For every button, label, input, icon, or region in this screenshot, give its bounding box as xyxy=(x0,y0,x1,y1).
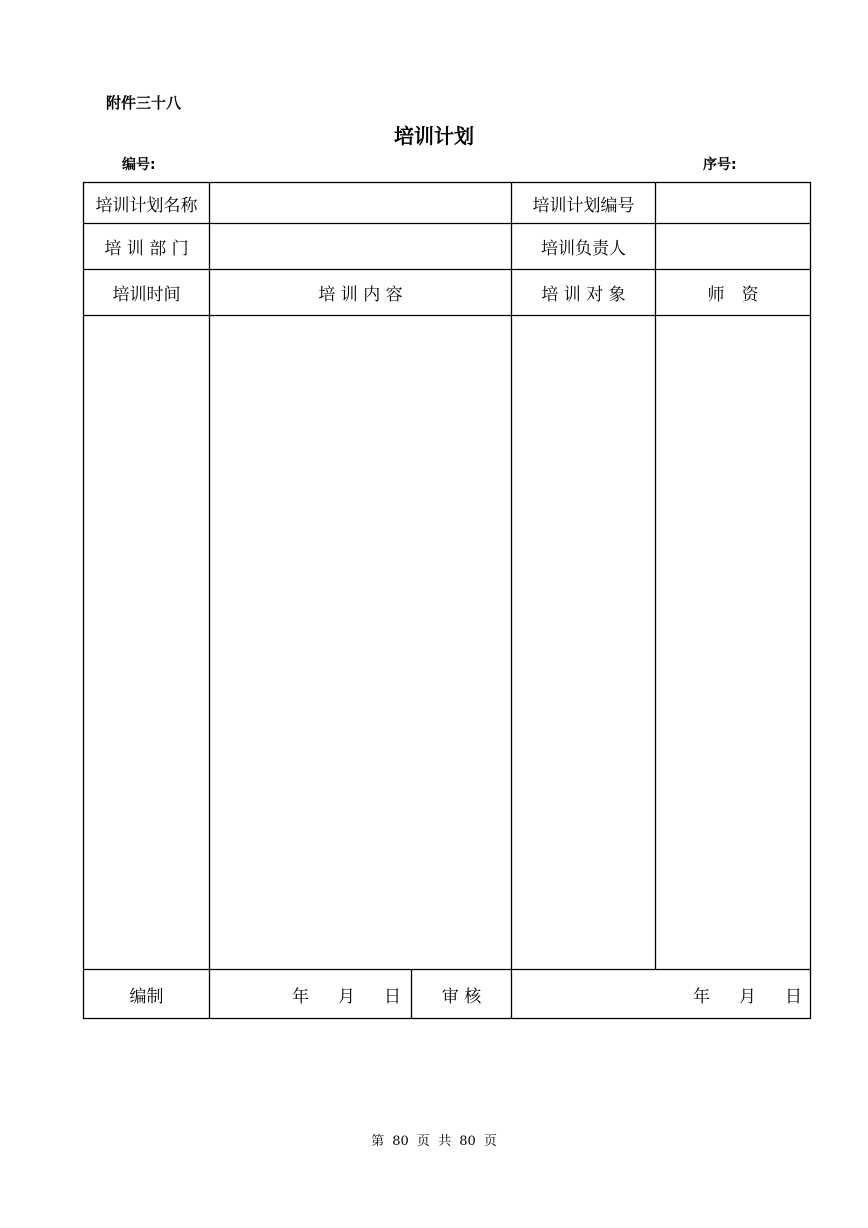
prepared-day: 日 xyxy=(384,986,401,1007)
body-cell-teacher[interactable] xyxy=(656,316,810,969)
cell-plan-code-value[interactable] xyxy=(656,183,810,223)
review-day: 日 xyxy=(785,986,802,1007)
col-header-teacher: 师 资 xyxy=(707,285,759,305)
cell-plan-name-label: 培训计划名称 xyxy=(95,195,198,216)
attachment-label: 附件三十八 xyxy=(106,94,182,112)
prepared-month: 月 xyxy=(338,986,355,1007)
body-cell-content[interactable] xyxy=(210,316,511,969)
col-header-time: 培训时间 xyxy=(112,285,181,305)
cell-plan-code-label: 培训计划编号 xyxy=(532,195,635,216)
cell-dept-value[interactable] xyxy=(210,224,511,269)
page-title: 培训计划 xyxy=(394,124,474,148)
prepared-year: 年 xyxy=(292,986,309,1007)
review-year: 年 xyxy=(693,986,710,1007)
cell-prepared-label: 编制 xyxy=(129,986,164,1007)
number-label: 编号: xyxy=(122,157,156,173)
review-month: 月 xyxy=(739,986,756,1007)
body-cell-time[interactable] xyxy=(84,316,209,969)
cell-review-date[interactable] xyxy=(512,970,810,1018)
cell-plan-name-value[interactable] xyxy=(210,183,511,223)
cell-dept-label: 培 训 部 门 xyxy=(104,239,189,259)
col-header-target: 培 训 对 象 xyxy=(541,285,626,305)
cell-owner-label: 培训负责人 xyxy=(541,239,626,259)
cell-owner-value[interactable] xyxy=(656,224,810,269)
col-header-content: 培 训 内 容 xyxy=(318,285,403,305)
cell-review-label: 审 核 xyxy=(441,986,482,1007)
serial-label: 序号: xyxy=(703,157,737,173)
page-number-footer: 第 80 页 共 80 页 xyxy=(371,1134,497,1149)
cell-prepared-date[interactable] xyxy=(210,970,411,1018)
body-cell-target[interactable] xyxy=(512,316,655,969)
